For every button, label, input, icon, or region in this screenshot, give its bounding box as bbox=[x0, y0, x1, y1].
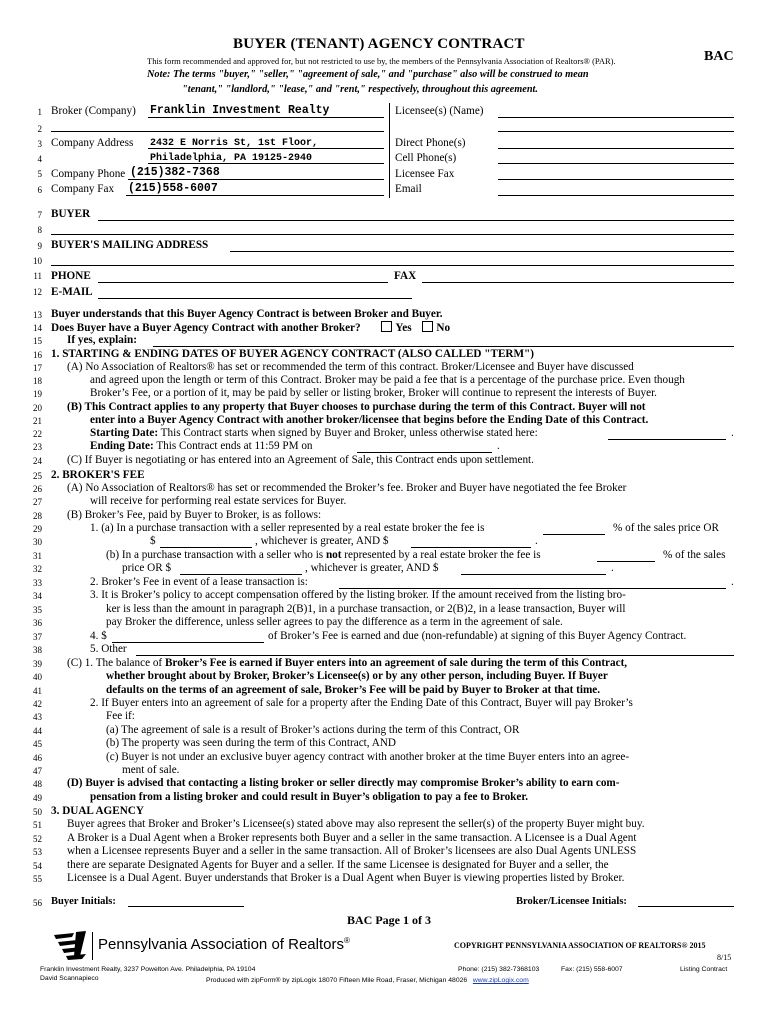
line-number: 36 bbox=[33, 618, 42, 628]
buyer-phone-line[interactable] bbox=[98, 282, 388, 283]
fee-percent-line-1[interactable] bbox=[543, 534, 605, 535]
buyer-email-line[interactable] bbox=[98, 298, 412, 299]
line-28: (B) Broker’s Fee, paid by Buyer to Broker, is as follows: bbox=[67, 509, 322, 521]
line-number: 35 bbox=[33, 605, 42, 615]
line-number: 41 bbox=[33, 686, 42, 696]
broker-initials-label: Broker/Licensee Initials: bbox=[516, 896, 627, 907]
section-1-heading: 1. STARTING & ENDING DATES OF BUYER AGENCY CONTRACT (ALSO CALLED "TERM") bbox=[51, 348, 534, 360]
yes-label: Yes bbox=[395, 322, 412, 334]
line-number: 20 bbox=[33, 403, 42, 413]
line-number: 16 bbox=[33, 350, 42, 360]
fee-and-line-2[interactable] bbox=[461, 574, 606, 575]
line-39 bbox=[67, 657, 627, 670]
line-number: 38 bbox=[33, 645, 42, 655]
line-number: 26 bbox=[33, 484, 42, 494]
line-number: 18 bbox=[33, 376, 42, 386]
par-name-text: Pennsylvania Association of Realtors bbox=[98, 936, 344, 953]
email-line[interactable] bbox=[498, 195, 734, 196]
page-number: BAC Page 1 of 3 bbox=[347, 913, 431, 927]
buyer-line-2[interactable] bbox=[51, 234, 734, 235]
line-21: enter into a Buyer Agency Contract with another broker/licensee that begins before the Ending Date of this Contract. bbox=[90, 414, 649, 426]
approval-text: This form recommended and approved for, but not restricted to use by, the members of the Pennsylvania Association of Realtors® (PAR). bbox=[147, 56, 616, 66]
line-46: (c) Buyer is not under an exclusive buyer agency contract with another broker at the time Buyer enters into an agree- bbox=[106, 751, 630, 763]
line-number: 55 bbox=[33, 874, 42, 884]
line-number: 37 bbox=[33, 632, 42, 642]
buyer-initials-line[interactable] bbox=[128, 906, 244, 907]
line-number: 31 bbox=[33, 551, 42, 561]
line-number: 25 bbox=[33, 471, 42, 481]
line-53: when a Licensee represents Buyer and a seller in the same transaction. All of Broker’s licensees are also Dual Agents UNLESS bbox=[67, 845, 637, 857]
line-47: ment of sale. bbox=[122, 764, 180, 776]
line-23 bbox=[90, 440, 313, 453]
licensee-fax-line[interactable] bbox=[498, 179, 734, 180]
line-number: 24 bbox=[33, 456, 42, 466]
ending-date-line[interactable] bbox=[357, 452, 492, 453]
cell-phone-line[interactable] bbox=[498, 163, 734, 164]
buyer-email-label: E-MAIL bbox=[51, 286, 93, 298]
produced-by bbox=[206, 977, 529, 984]
fax-line bbox=[126, 195, 384, 196]
licensee-name-label: Licensee(s) (Name) bbox=[395, 105, 484, 117]
line-number: 47 bbox=[33, 766, 42, 776]
note-line-1: Note: The terms "buyer," "seller," "agreement of sale," and "purchase" also will be construed to mean bbox=[147, 69, 589, 80]
ending-date-text: This Contract ends at 11:59 PM on bbox=[156, 440, 313, 452]
line-number: 22 bbox=[33, 429, 42, 439]
section-2-heading: 2. BROKER'S FEE bbox=[51, 469, 145, 481]
phone-line bbox=[128, 179, 384, 180]
period-23: . bbox=[497, 440, 500, 452]
line-number: 13 bbox=[33, 310, 42, 320]
yes-checkbox[interactable] bbox=[381, 321, 392, 332]
address-line bbox=[148, 148, 384, 149]
line-number: 7 bbox=[37, 210, 42, 220]
line-45: (b) The property was seen during the term of this Contract, AND bbox=[106, 737, 396, 749]
line-17: (A) No Association of Realtors® has set or recommended the term of this contract. Broker/Licensee and Buyer have discussed bbox=[67, 361, 634, 373]
company-address-line1[interactable]: 2432 E Norris St, 1st Floor, bbox=[150, 138, 319, 149]
agent-name: David Scannapieco bbox=[40, 975, 99, 982]
line-number: 40 bbox=[33, 672, 42, 682]
copyright: COPYRIGHT PENNSYLVANIA ASSOCIATION OF REALTORS® 2015 bbox=[454, 941, 706, 950]
other-line[interactable] bbox=[136, 655, 734, 656]
mailing-line-2[interactable] bbox=[51, 265, 734, 266]
office-phone: Phone: (215) 382-7368103 bbox=[458, 966, 540, 973]
buyer-label: BUYER bbox=[51, 208, 91, 220]
line-number: 48 bbox=[33, 779, 42, 789]
line-38: 5. Other bbox=[90, 643, 127, 655]
no-label: No bbox=[436, 322, 451, 334]
line-44: (a) The agreement of sale is a result of Broker’s actions during the term of this Contract, OR bbox=[106, 724, 520, 736]
section-3-heading: 3. DUAL AGENCY bbox=[51, 805, 144, 817]
line-29a: 1. (a) In a purchase transaction with a seller represented by a real estate broker the fee is bbox=[90, 522, 485, 534]
fee-min-line-1[interactable] bbox=[160, 547, 252, 548]
starting-date-label: Starting Date: bbox=[90, 427, 159, 439]
line-number: 49 bbox=[33, 793, 42, 803]
fee-percent-line-2[interactable] bbox=[597, 561, 655, 562]
line-number: 21 bbox=[33, 416, 42, 426]
line-34: 3. It is Broker’s policy to accept compensation offered by the listing broker. If the amount received from the listing bro- bbox=[90, 589, 626, 601]
form-title: BUYER (TENANT) AGENCY CONTRACT bbox=[233, 36, 525, 52]
line-31b: represented by a real estate broker the fee is bbox=[344, 549, 541, 561]
buyer-fax-label: FAX bbox=[394, 270, 417, 282]
period-33: . bbox=[731, 576, 734, 588]
line-49: pensation from a listing broker and could result in Buyer’s obligation to pay a fee to Broker. bbox=[90, 791, 529, 803]
line-40: whether brought about by Broker, Broker’s Licensee(s) or by any other person, including Buyer. If Buyer bbox=[106, 670, 608, 682]
explain-line[interactable] bbox=[153, 346, 734, 347]
line-43: Fee if: bbox=[106, 710, 135, 722]
par-name bbox=[98, 936, 350, 953]
address-line-2 bbox=[148, 163, 384, 164]
line-number: 6 bbox=[37, 185, 42, 195]
line-number: 5 bbox=[37, 169, 42, 179]
company-phone-value[interactable]: (215)382-7368 bbox=[130, 166, 220, 179]
company-fax-value[interactable]: (215)558-6007 bbox=[128, 182, 218, 195]
line-51: Buyer agrees that Broker and Broker’s Licensee(s) stated above may also represent the seller(s) of the property Buyer might buy. bbox=[67, 818, 645, 830]
licensee-fax-label: Licensee Fax bbox=[395, 168, 455, 180]
line-14-question: Does Buyer have a Buyer Agency Contract with another Broker? bbox=[51, 322, 361, 334]
line-number: 28 bbox=[33, 511, 42, 521]
fee-and-line-1[interactable] bbox=[411, 547, 531, 548]
line-number: 44 bbox=[33, 726, 42, 736]
line-number: 12 bbox=[33, 287, 42, 297]
line-26: (A) No Association of Realtors® has set or recommended the Broker’s fee. Broker and Buyer have negotiated the fee Broker bbox=[67, 482, 627, 494]
line-18: and agreed upon the length or term of this Contract. Broker may be paid a fee that is a percentage of the purchase price. Even though bbox=[90, 374, 685, 386]
line-33: 2. Broker’s Fee in event of a lease transaction is: bbox=[90, 576, 308, 588]
mailing-line[interactable] bbox=[230, 251, 734, 252]
line-number: 8 bbox=[37, 225, 42, 235]
period-22: . bbox=[731, 427, 734, 439]
line-number: 30 bbox=[33, 537, 42, 547]
line-number: 17 bbox=[33, 363, 42, 373]
logo-divider bbox=[92, 932, 93, 960]
line-19: Broker’s Fee, or a portion of it, may be paid by seller or listing broker, Broker will continue to represent the interests of Buyer. bbox=[90, 387, 657, 399]
line-22 bbox=[90, 427, 538, 440]
note-line-2: "tenant," "landlord," "lease," and "rent," respectively, throughout this agreement. bbox=[182, 84, 538, 95]
company-address-label: Company Address bbox=[51, 137, 134, 149]
broker-divider bbox=[389, 103, 390, 198]
line-31 bbox=[106, 549, 541, 562]
line-35: ker is less than the amount in paragraph 2(B)1, in a purchase transaction, or 2(B)2, in a lease transaction, Buyer will bbox=[106, 603, 626, 615]
period-32: . bbox=[611, 562, 614, 574]
line-number: 52 bbox=[33, 834, 42, 844]
line-number: 56 bbox=[33, 898, 42, 908]
period-30: . bbox=[535, 535, 538, 547]
retainer-line[interactable] bbox=[112, 642, 264, 643]
line-37a: 4. $ bbox=[90, 630, 107, 642]
buyer-line[interactable] bbox=[98, 220, 734, 221]
broker-initials-line[interactable] bbox=[638, 906, 734, 907]
line-number: 2 bbox=[37, 124, 42, 134]
line-20: (B) This Contract applies to any property that Buyer chooses to purchase during the term of this Contract. Buyer will not bbox=[67, 401, 646, 413]
line-15: If yes, explain: bbox=[67, 334, 137, 346]
line-number: 45 bbox=[33, 739, 42, 749]
line-number: 51 bbox=[33, 820, 42, 830]
licensee-name-line[interactable] bbox=[498, 117, 734, 118]
starting-date-line[interactable] bbox=[608, 439, 726, 440]
broker-company-line bbox=[148, 117, 384, 118]
line-number: 15 bbox=[33, 336, 42, 346]
line-31c: % of the sales bbox=[663, 549, 726, 561]
buyer-mailing-label: BUYER'S MAILING ADDRESS bbox=[51, 239, 209, 251]
cell-phone-label: Cell Phone(s) bbox=[395, 152, 457, 164]
line-48: (D) Buyer is advised that contacting a listing broker or seller directly may compromise Broker’s ability to earn com- bbox=[67, 777, 620, 789]
line-14 bbox=[51, 321, 450, 335]
company-phone-label: Company Phone bbox=[51, 168, 126, 180]
email-label: Email bbox=[395, 183, 422, 195]
line-number: 11 bbox=[33, 271, 42, 281]
buyer-phone-label: PHONE bbox=[51, 270, 91, 282]
line-number: 29 bbox=[33, 524, 42, 534]
line-41: defaults on the terms of an agreement of sale, Broker’s Fee will be paid by Buyer to Broker at that time. bbox=[106, 684, 601, 696]
ending-date-label: Ending Date: bbox=[90, 440, 154, 452]
direct-phone-line[interactable] bbox=[498, 148, 734, 149]
fee-min-line-2[interactable] bbox=[180, 574, 302, 575]
broker-company-value[interactable]: Franklin Investment Realty bbox=[150, 104, 330, 117]
line-54: there are separate Designated Agents for Buyer and a seller. If the same Licensee is designated for Buyer and a seller, the bbox=[67, 859, 609, 871]
line-42: 2. If Buyer enters into an agreement of sale for a property after the Ending Date of this Contract, Buyer will pay Broker’s bbox=[90, 697, 633, 709]
line-30b: , whichever is greater, AND $ bbox=[255, 535, 389, 547]
line-55: Licensee is a Dual Agent. Buyer understands that Broker is a Dual Agent when Buyer is viewing properties listed by Broker. bbox=[67, 872, 625, 884]
line-number: 10 bbox=[33, 256, 42, 266]
line-31-not: not bbox=[325, 549, 342, 561]
broker-company-label: Broker (Company) bbox=[51, 105, 136, 117]
buyer-fax-line[interactable] bbox=[422, 282, 734, 283]
line-number: 54 bbox=[33, 861, 42, 871]
line-number: 3 bbox=[37, 139, 42, 149]
line-52: A Broker is a Dual Agent when a Broker represents both Buyer and a seller in the same transaction. A Licensee is a Dual Agent bbox=[67, 832, 637, 844]
line-30a: $ bbox=[150, 535, 156, 547]
licensee-name-line-2[interactable] bbox=[498, 131, 734, 132]
line-number: 39 bbox=[33, 659, 42, 669]
line-number: 27 bbox=[33, 497, 42, 507]
company-fax-label: Company Fax bbox=[51, 183, 115, 195]
no-checkbox[interactable] bbox=[422, 321, 433, 332]
line-24: (C) If Buyer is negotiating or has entered into an Agreement of Sale, this Contract ends upon settlement. bbox=[67, 454, 534, 466]
line-number: 32 bbox=[33, 564, 42, 574]
line-number: 23 bbox=[33, 442, 42, 452]
line-number: 53 bbox=[33, 847, 42, 857]
line-36: pay Broker the difference, unless seller agrees to pay the difference as a term in the agreement of sale. bbox=[106, 616, 563, 628]
line-29b: % of the sales price OR bbox=[613, 522, 719, 534]
company-address-line2[interactable]: Philadelphia, PA 19125-2940 bbox=[150, 153, 313, 164]
line-number: 46 bbox=[33, 753, 42, 763]
line-number: 43 bbox=[33, 712, 42, 722]
line-32b: , whichever is greater, AND $ bbox=[305, 562, 439, 574]
line-number: 1 bbox=[37, 107, 42, 117]
office-fax: Fax: (215) 558-6007 bbox=[561, 966, 623, 973]
line-number: 4 bbox=[37, 154, 42, 164]
document-name: Listing Contract bbox=[680, 966, 728, 973]
direct-phone-label: Direct Phone(s) bbox=[395, 137, 466, 149]
ziplogix-link[interactable]: www.zipLogix.com bbox=[472, 977, 529, 984]
line-39a: (C) 1. The balance of bbox=[67, 657, 163, 669]
line-number: 14 bbox=[33, 323, 42, 333]
par-logo-icon bbox=[52, 929, 88, 961]
broker-line-2 bbox=[51, 131, 384, 132]
line-27: will receive for performing real estate services for Buyer. bbox=[90, 495, 347, 507]
office-info: Franklin Investment Realty, 3237 Powelton Ave. Philadelphia, PA 19104 bbox=[40, 966, 256, 973]
line-number: 19 bbox=[33, 389, 42, 399]
revision: 8/15 bbox=[717, 953, 732, 962]
form-code: BAC bbox=[704, 49, 734, 64]
produced-text: Produced with zipForm® by zipLogix 18070 Fifteen Mile Road, Fraser, Michigan 48026 bbox=[206, 977, 468, 984]
line-number: 33 bbox=[33, 578, 42, 588]
line-39b: Broker’s Fee is earned if Buyer enters into an agreement of sale during the term of this Contract, bbox=[164, 657, 628, 669]
line-31a: (b) In a purchase transaction with a seller who is bbox=[106, 549, 324, 561]
starting-date-text: This Contract starts when signed by Buyer and Broker, unless otherwise stated here: bbox=[160, 427, 538, 439]
par-reg: ® bbox=[343, 936, 350, 945]
line-number: 50 bbox=[33, 807, 42, 817]
line-13: Buyer understands that this Buyer Agency Contract is between Broker and Buyer. bbox=[51, 308, 443, 320]
line-32a: price OR $ bbox=[122, 562, 172, 574]
line-number: 34 bbox=[33, 591, 42, 601]
line-number: 42 bbox=[33, 699, 42, 709]
buyer-initials-label: Buyer Initials: bbox=[51, 896, 116, 907]
line-37b: of Broker’s Fee is earned and due (non-refundable) at signing of this Buyer Agency Contract. bbox=[268, 630, 687, 642]
line-number: 9 bbox=[37, 241, 42, 251]
